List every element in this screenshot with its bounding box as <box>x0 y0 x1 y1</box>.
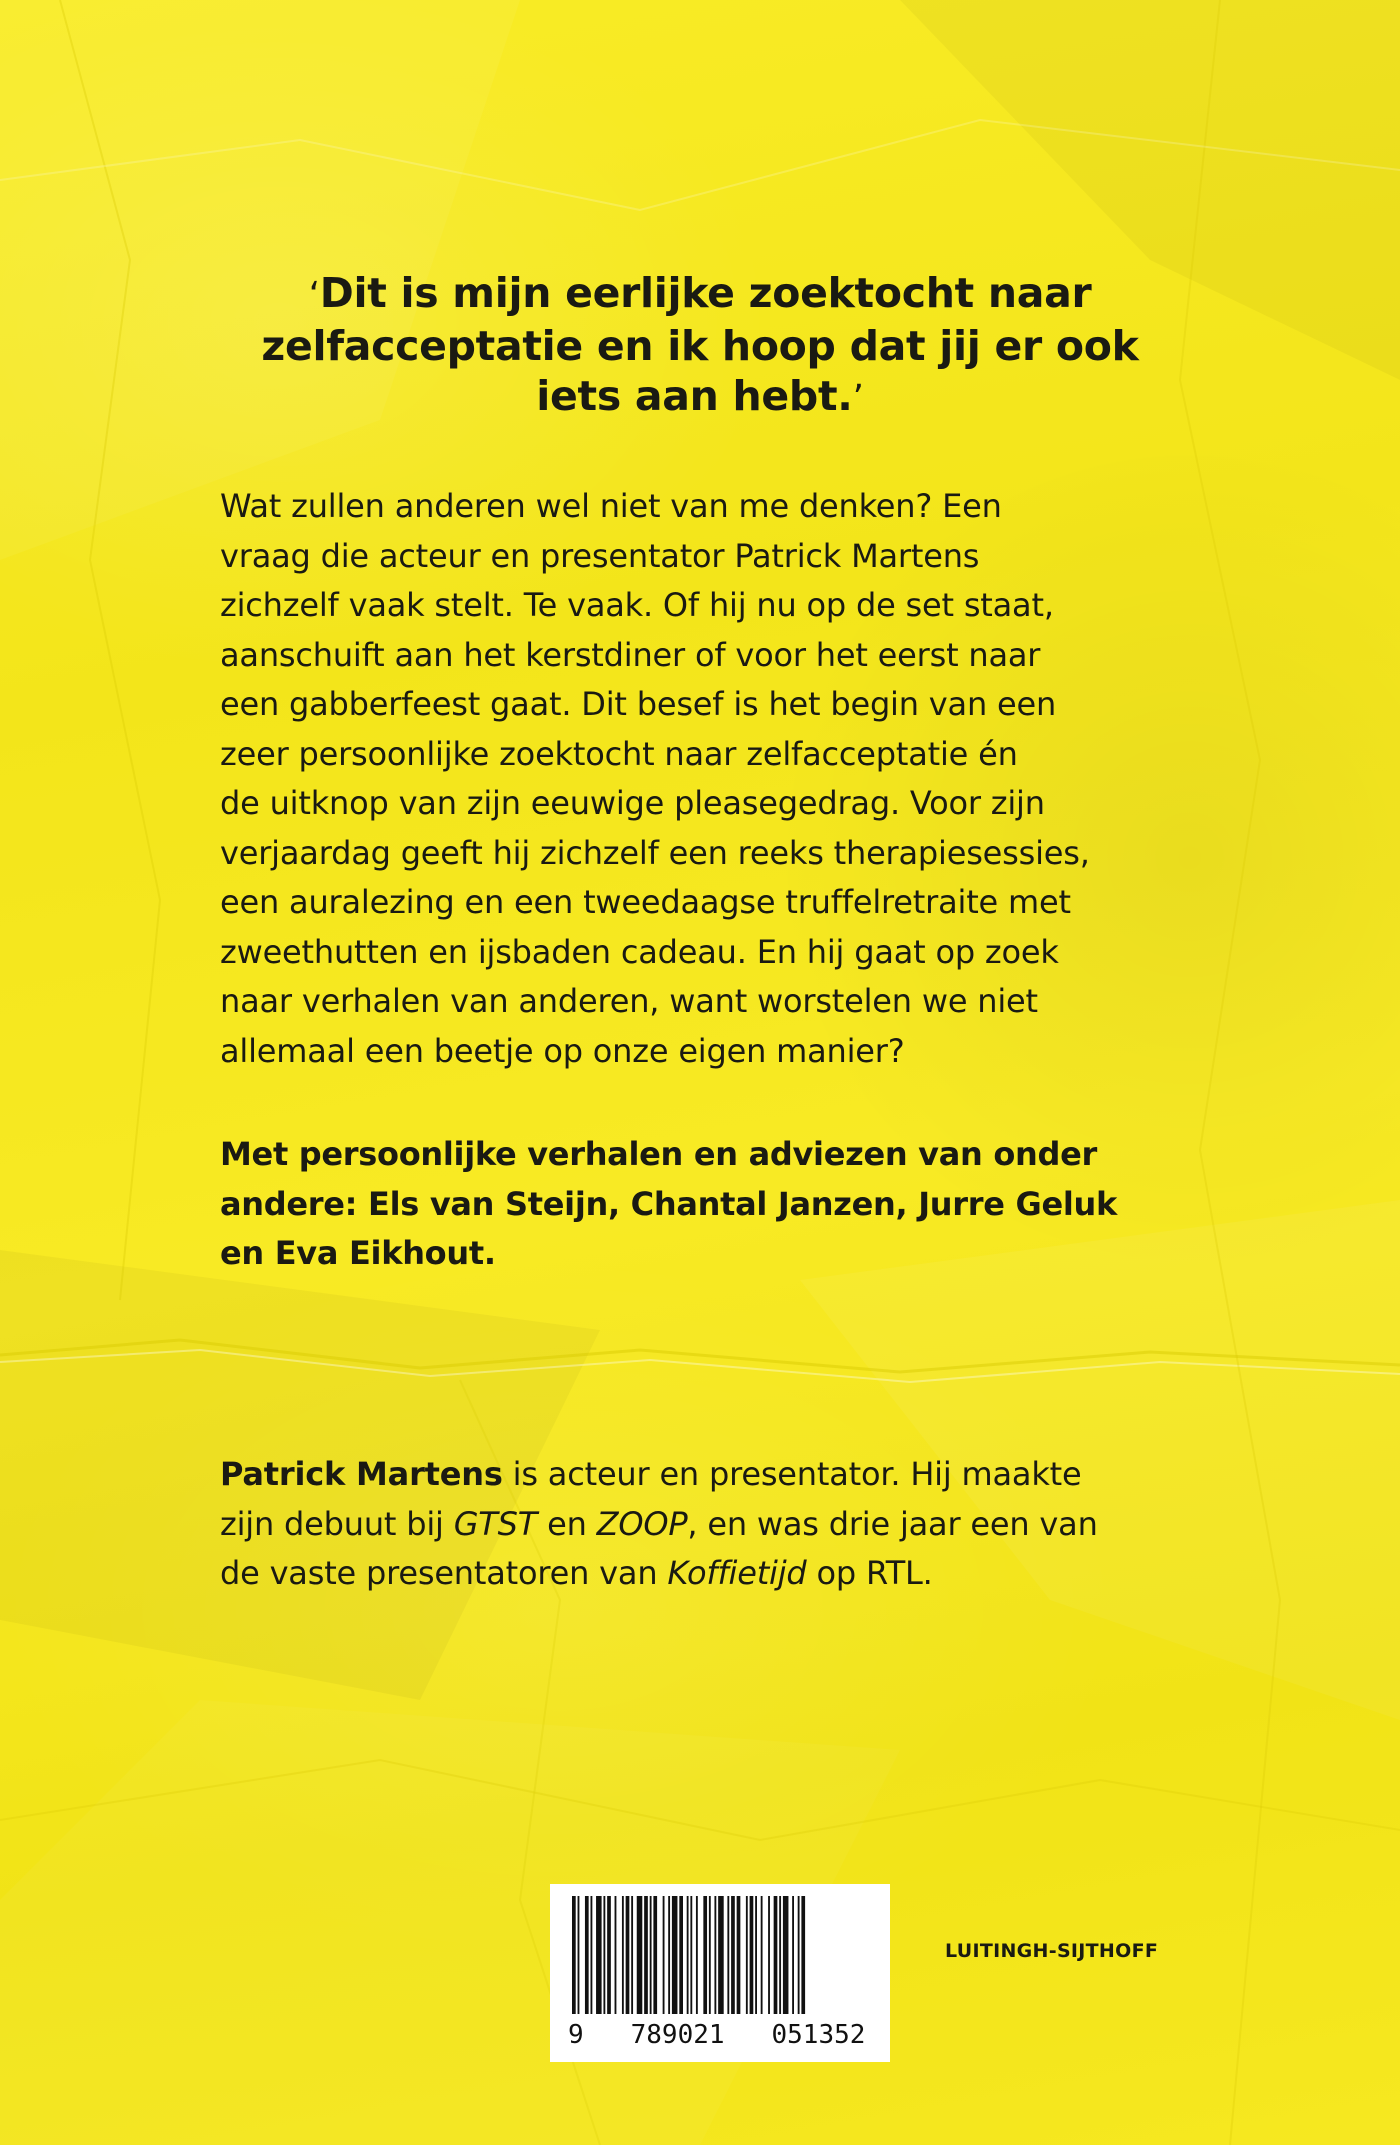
quote-line-2: zelfacceptatie en ik hoop dat jij er ook <box>261 322 1139 370</box>
quote-close-mark: ’ <box>852 378 864 419</box>
description-line: Wat zullen anderen wel niet van me denken? Een <box>220 487 1002 525</box>
description-line: zichzelf vaak stelt. Te vaak. Of hij nu op de set staat, <box>220 586 1054 624</box>
bio-line-3: de vaste presentatoren van Koffietijd op RTL. <box>220 1554 933 1592</box>
description-line: naar verhalen van anderen, want worstelen we niet <box>220 982 1038 1020</box>
author-name: Patrick Martens <box>220 1455 503 1493</box>
show-title: ZOOP <box>596 1504 688 1543</box>
quote-open-mark: ‘ <box>308 275 320 316</box>
description-line: verjaardag geeft hij zichzelf een reeks therapiesessies, <box>220 833 1090 872</box>
contributors-note <box>220 1130 1220 1279</box>
quote-line-3: iets aan hebt.’ <box>536 372 864 420</box>
author-bio <box>220 1450 1220 1599</box>
isbn-number: 9 789021 051352 <box>568 2020 866 2050</box>
show-title: GTST <box>453 1504 538 1543</box>
contributors-line: andere: Els van Steijn, Chantal Janzen, Jurre Geluk <box>220 1184 1117 1223</box>
contributors-line: Met persoonlijke verhalen en adviezen van onder <box>220 1135 1097 1173</box>
publisher-name: LUITINGH-SIJTHOFF <box>945 1940 1159 1962</box>
barcode-bars-icon <box>568 1896 872 2018</box>
book-description <box>220 482 1220 1076</box>
description-line: zweethutten en ijsbaden cadeau. En hij gaat op zoek <box>220 932 1059 971</box>
description-line: allemaal een beetje op onze eigen manier? <box>220 1031 905 1070</box>
bio-line-1: Patrick Martens is acteur en presentator. Hij maakte <box>220 1455 1082 1493</box>
description-line: de uitknop van zijn eeuwige pleasegedrag. Voor zijn <box>220 784 1045 822</box>
bio-line-2: zijn debuut bij GTST en ZOOP, en was drie jaar een van <box>220 1504 1098 1543</box>
isbn-barcode <box>550 1884 890 2062</box>
description-line: aanschuift aan het kerstdiner of voor het eerst naar <box>220 635 1041 674</box>
quote-line-1: ‘Dit is mijn eerlijke zoektocht naar <box>308 269 1092 317</box>
show-title: Koffietijd <box>667 1554 807 1592</box>
contributors-line: en Eva Eikhout. <box>220 1234 496 1272</box>
description-line: een auralezing en een tweedaagse truffelretraite met <box>220 883 1071 921</box>
description-line: vraag die acteur en presentator Patrick Martens <box>220 536 980 575</box>
cover-quote <box>200 268 1200 424</box>
description-line: zeer persoonlijke zoektocht naar zelfacceptatie én <box>220 734 1018 773</box>
description-line: een gabberfeest gaat. Dit besef is het begin van een <box>220 685 1057 723</box>
